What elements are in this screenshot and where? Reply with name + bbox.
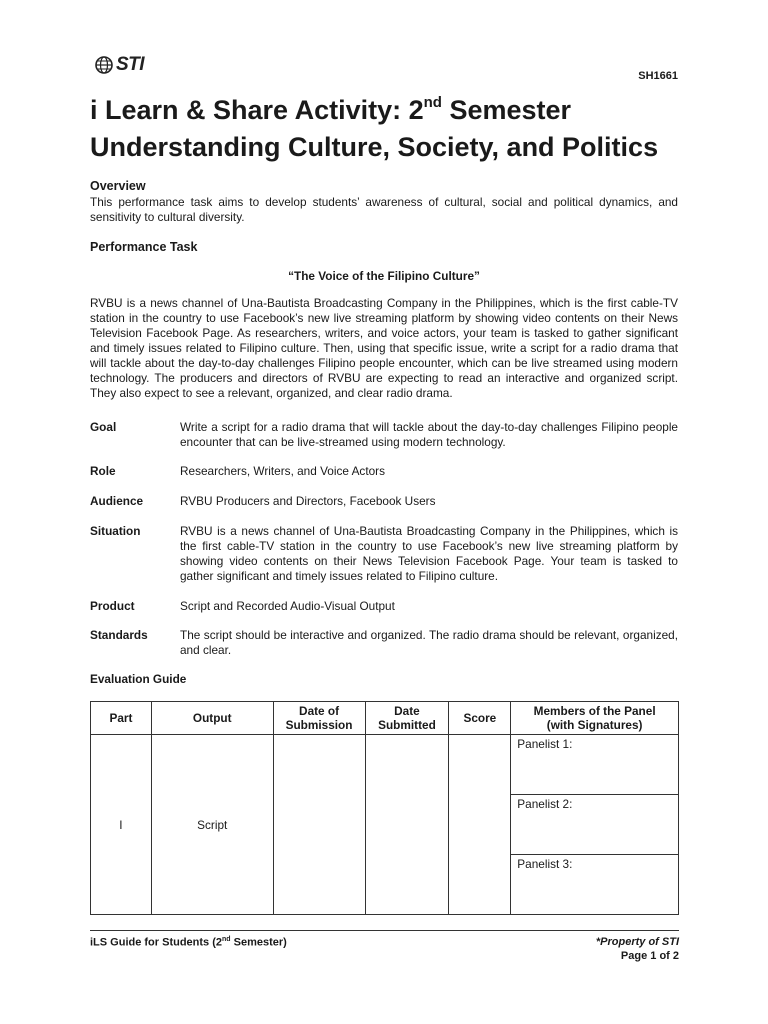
page-title xyxy=(90,92,690,166)
col-header-part: Part xyxy=(91,702,152,735)
col-header-date-submitted xyxy=(365,702,449,735)
footer-page-number: Page 1 of 2 xyxy=(620,950,679,962)
situation-value: RVBU is a news channel of Una-Bautista Broadcasting Company in the Philippines, which is the first cable-TV station in the country to use Facebook’s new live streaming platform by showing video contents on their News Television Facebook Page. Your team is tasked to gather significant and timely issues related to Filipino culture. xyxy=(180,524,678,583)
audience-value: RVBU Producers and Directors, Facebook Users xyxy=(180,494,436,508)
performance-task-heading: Performance Task xyxy=(90,240,198,254)
date-submitted-line-1: Date xyxy=(394,704,420,718)
part-cell: I xyxy=(91,735,152,915)
standards-label: Standards xyxy=(90,628,148,642)
col-header-date-of-submission xyxy=(273,702,365,735)
footer-property: *Property of STI xyxy=(595,936,679,948)
logo-text: STI xyxy=(116,54,145,75)
panelist-1-cell[interactable]: Panelist 1: xyxy=(511,735,679,795)
footer-guide-text: iLS Guide for Students (2 xyxy=(90,936,223,949)
footer-guide-suffix: Semester) xyxy=(230,936,287,949)
goal-label: Goal xyxy=(90,420,117,434)
col-header-panel-members xyxy=(511,702,679,735)
col-header-score: Score xyxy=(449,702,511,735)
title-line-1-sup: nd xyxy=(423,94,442,111)
product-label: Product xyxy=(90,599,135,613)
audience-label: Audience xyxy=(90,494,144,508)
task-title: “The Voice of the Filipino Culture” xyxy=(288,269,480,283)
sti-globe-icon xyxy=(94,55,114,75)
sti-logo xyxy=(94,52,144,78)
task-description: RVBU is a news channel of Una-Bautista Broadcasting Company in the Philippines, which is the first cable-TV station in the country to use Facebook’s new live streaming platform by showing video contents on their News Television Facebook Page. As researchers, writers, and voice actors, your team is tasked to gather significant and timely issues related to Filipino culture. Then, using that specific issue, write a script for a radio drama that will tackle about the day-to-day challenges Filipino people encounter, which can be live streamed using modern technology. The producers and directors of RVBU are expecting to read an interactive and organized script. They also expect to see a relevant, organized, and clear radio drama. xyxy=(90,296,678,400)
overview-text: This performance task aims to develop students’ awareness of cultural, social and political dynamics, and sensitivity to cultural diversity. xyxy=(90,195,678,224)
panel-members-line-2: (with Signatures) xyxy=(546,718,643,732)
goal-value: Write a script for a radio drama that will tackle about the day-to-day challenges Filipino people encounter that can be live-streamed using modern technology. xyxy=(180,420,678,449)
title-line-1 xyxy=(90,92,690,129)
evaluation-table xyxy=(90,701,679,915)
date-of-submission-cell[interactable] xyxy=(273,735,365,915)
date-of-submission-line-1: Date of xyxy=(299,704,340,718)
evaluation-guide-heading: Evaluation Guide xyxy=(90,672,187,686)
table-row xyxy=(91,735,679,795)
panelist-3-cell[interactable]: Panelist 3: xyxy=(511,855,679,915)
footer-guide-label xyxy=(90,936,287,949)
title-line-2: Understanding Culture, Society, and Politics xyxy=(90,132,659,162)
evaluation-header-row xyxy=(91,702,679,735)
situation-label: Situation xyxy=(90,524,141,538)
role-label: Role xyxy=(90,464,116,478)
title-line-1-text: i Learn & Share Activity: 2 xyxy=(90,95,424,125)
date-of-submission-line-2: Submission xyxy=(285,718,353,732)
title-line-1-suffix: Semester xyxy=(441,95,572,125)
overview-heading: Overview xyxy=(90,179,146,193)
document-code: SH1661 xyxy=(638,70,678,82)
role-value: Researchers, Writers, and Voice Actors xyxy=(180,464,385,478)
standards-value: The script should be interactive and organized. The radio drama should be relevant, organized, and clear. xyxy=(180,628,678,657)
footer-divider xyxy=(90,930,679,931)
date-submitted-line-2: Submitted xyxy=(378,718,436,732)
score-cell[interactable] xyxy=(449,735,511,915)
output-cell: Script xyxy=(151,735,273,915)
col-header-output: Output xyxy=(151,702,273,735)
panel-members-line-1: Members of the Panel xyxy=(533,704,656,718)
footer-guide-sup: nd xyxy=(222,936,231,943)
product-value: Script and Recorded Audio-Visual Output xyxy=(180,599,395,613)
panelist-2-cell[interactable]: Panelist 2: xyxy=(511,795,679,855)
date-submitted-cell[interactable] xyxy=(365,735,449,915)
